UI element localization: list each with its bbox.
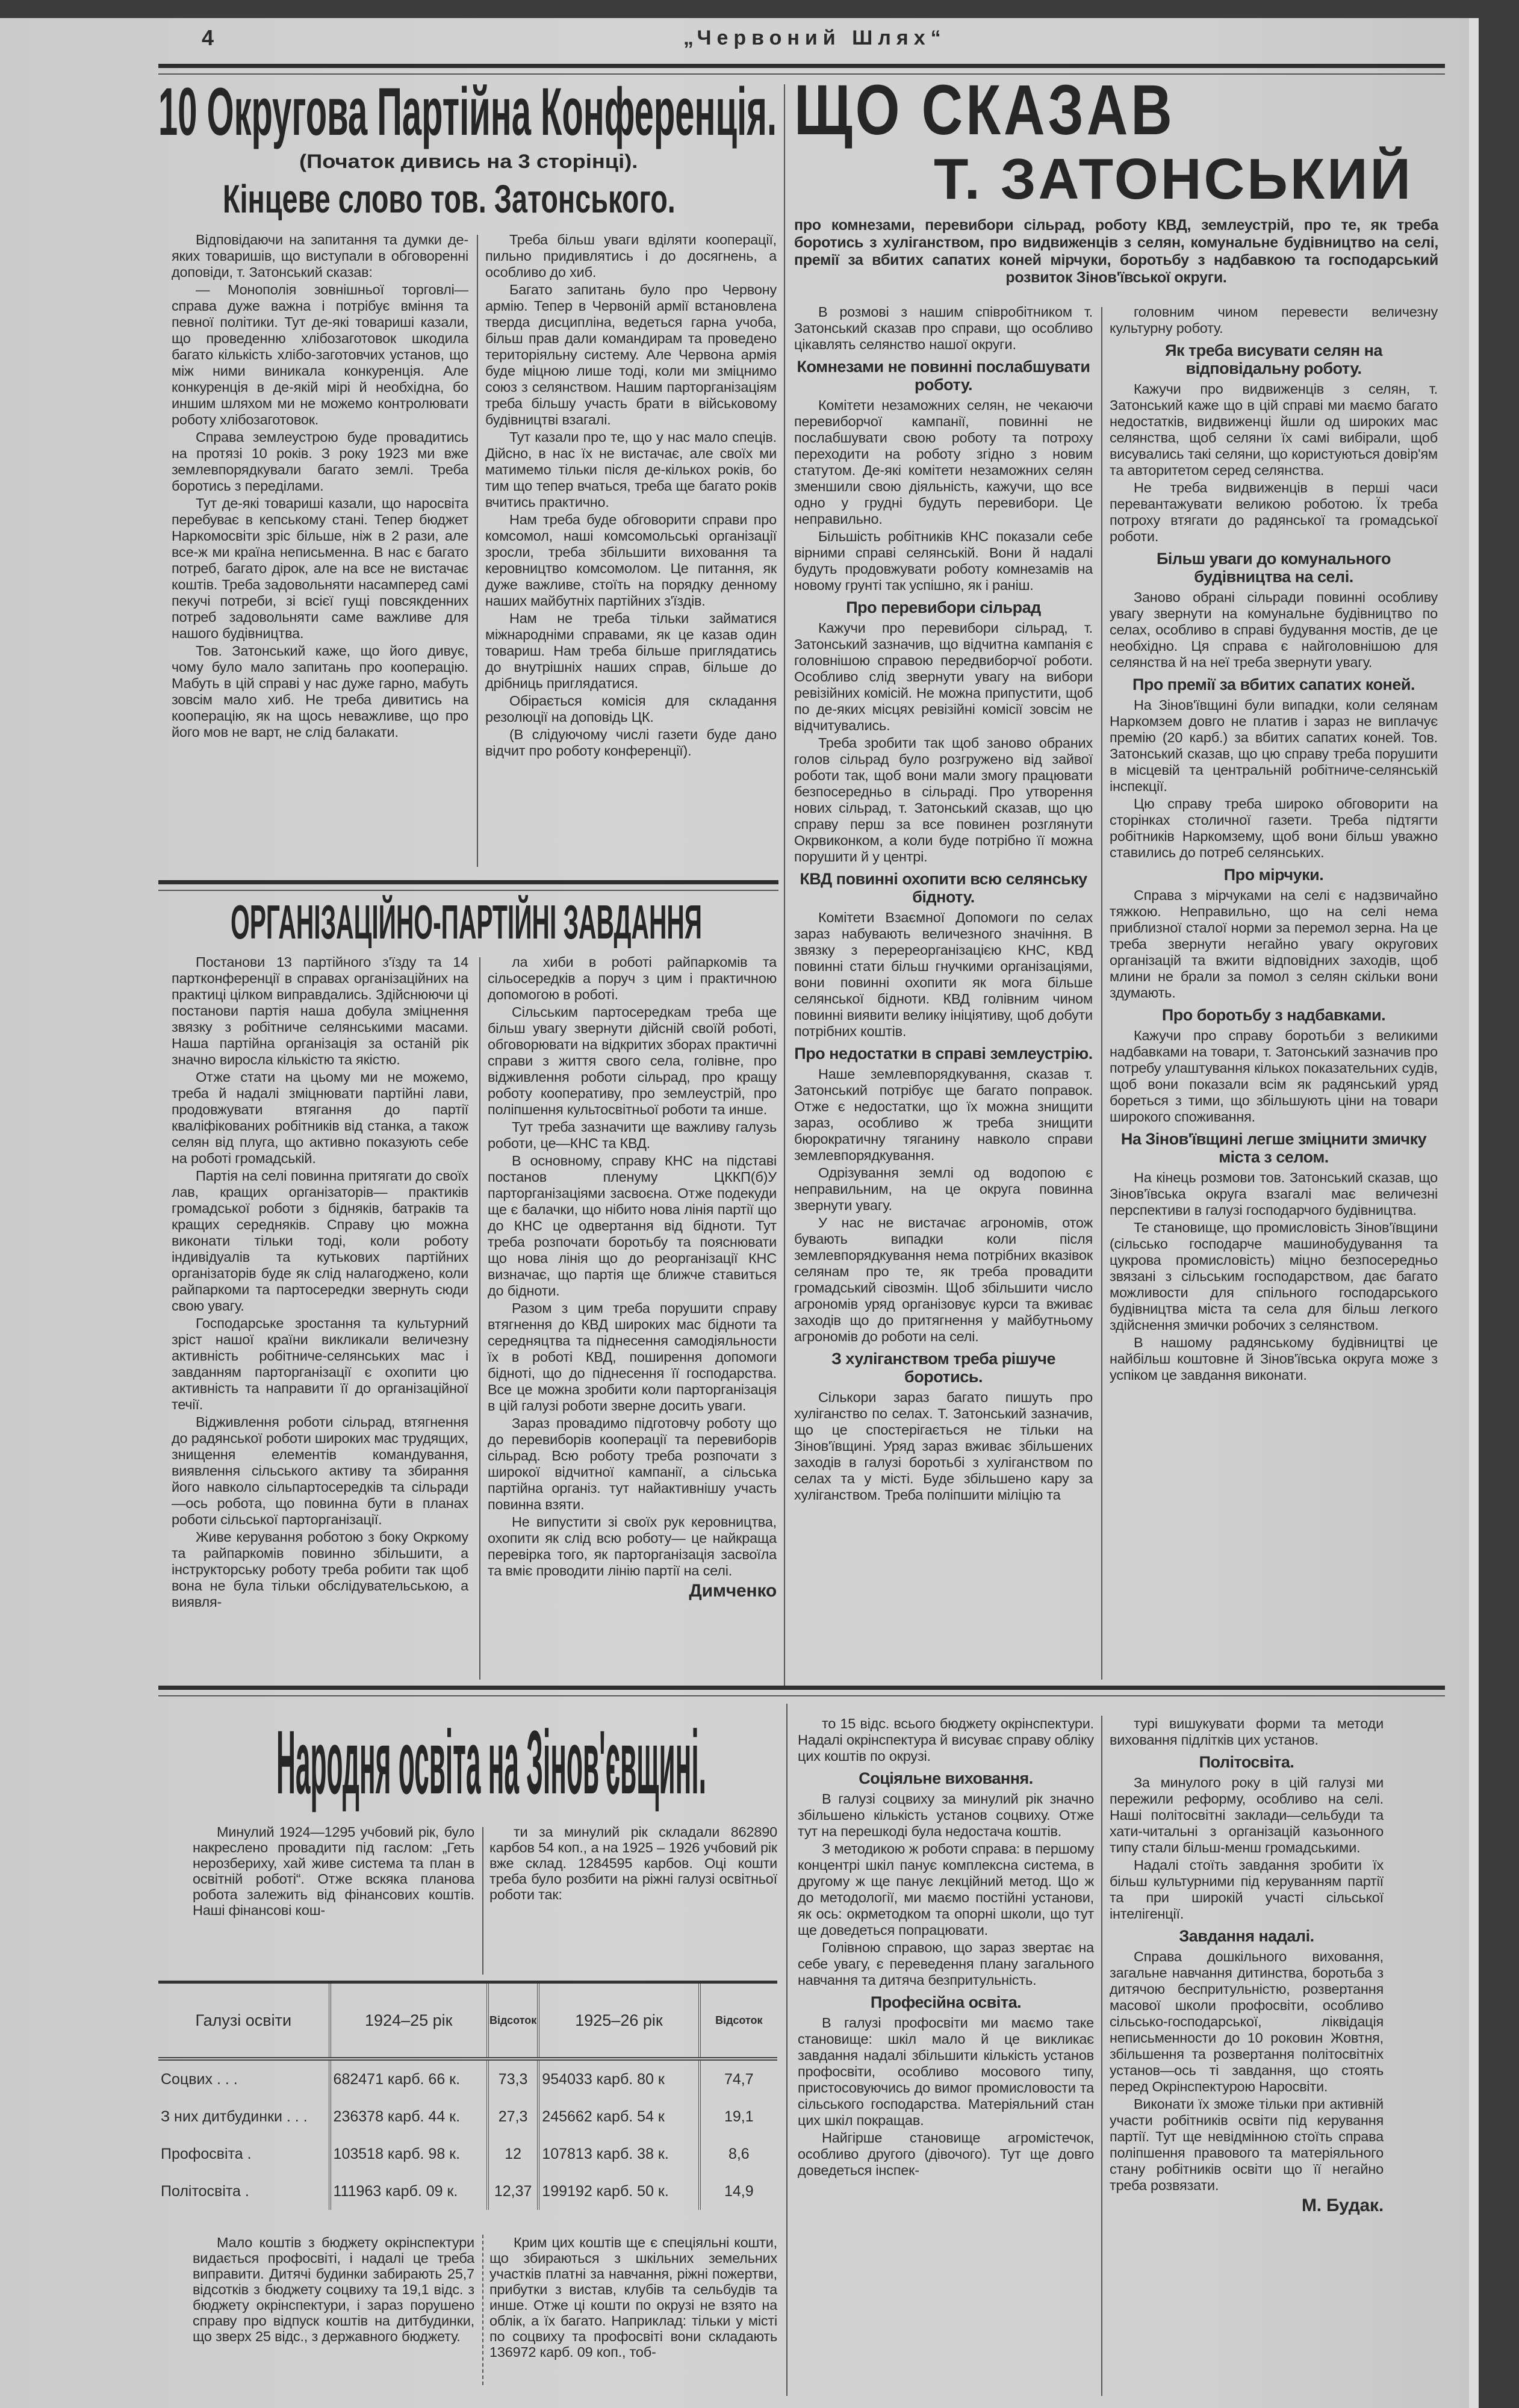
paragraph: Нам не треба тільки займатися міжнародніми справами, як це казав один товариш. Нам треба більше приглядатись до внутрішніх наших справ, більше до дрібниць приглядатися. bbox=[485, 610, 777, 691]
section-subheading: КВД повинні охопити всю селянську бідноту. bbox=[800, 870, 1087, 906]
paragraph: В нашому радянському будівництві це найбільш коштовне й Зінов'ївська округа може з успіком це завдання виконати. bbox=[1110, 1335, 1438, 1383]
table-row bbox=[158, 2059, 777, 2098]
paragraph: Справа землеустрою буде провадитись на протязі 10 років. З року 1923 ми вже землевпорядкували багато землі. Треба боротись з переділами. bbox=[172, 429, 468, 494]
amount-1924-cell: 103518 карб. 98 к. bbox=[330, 2135, 488, 2173]
paragraph: Більшість робітників КНС показали себе вірними справі селянській. Вони й надалі будуть продовжувати роботу комнезамів на новому грунті так успішно, як і раніш. bbox=[794, 529, 1093, 593]
page-edge bbox=[1469, 18, 1479, 2408]
amount-1925-cell: 954033 карб. 80 к bbox=[538, 2059, 699, 2098]
paragraph: Мало коштів з бюджету окрінспектури видається профосвіті, і надалі це треба виправити. Дитячі будинки забирають 25,7 відсотків з бюджету соцвиху та 19,1 відс. з бюджету окрінспектури, і зараз порушено справу про відпуск коштів на дитбудинки, що зверх 25 відс., з державного бюджету. bbox=[193, 2235, 474, 2344]
column-divider bbox=[482, 2235, 483, 2385]
paragraph: ти за минулий рік складали 862890 карбов 54 коп., а на 1925 – 1926 учбовий рік вже склад. 1284595 карбов. Оці кошти треба було розбити на ріжні галузі освітньої роботи так: bbox=[489, 1824, 777, 1902]
section-subheading: Завдання надалі. bbox=[1179, 1927, 1314, 1945]
percent-1924-cell: 12 bbox=[488, 2135, 538, 2173]
paragraph: Одрізування землі од водопою є неправильним, на це округа повинна звернути увагу. bbox=[794, 1165, 1093, 1213]
amount-1925-cell: 107813 карб. 38 к. bbox=[538, 2135, 699, 2173]
paragraph: В галузі соцвиху за минулий рік значно збільшено кількість установ соцвиху. Отже тут на перешкоді була недостача коштів. bbox=[798, 1791, 1094, 1839]
column-divider bbox=[479, 957, 480, 1680]
percent-1925-cell: 19,1 bbox=[700, 2098, 777, 2135]
paragraph: З методикою ж роботи справа: в першому концентрі шкіл панує комплексна система, в другому ж ще панує лекційний метод. Що ж до методології, ми маємо постійні установи, як ось: окрметодком та опорні школи, що тут ще доведеться попрацювати. bbox=[798, 1841, 1094, 1938]
paragraph: — Монополія зовнішньої торговлі— справа дуже важна і потрібує вміння та певної політики. Тут де-які товариші казали, що проведенню хлібозаготовок шкодила багато кількість хлібо-заготовчих установ, що між ними виникала конкуренція. Але конкуренція в де-якій мірі й необхідна, бо иншим шляхом ми не можемо контролювати роботу хлібозаготовок. bbox=[172, 282, 468, 427]
paragraph: У нас не вистачає агрономів, отож бувають випадки коли після землевпорядкування нема потрібних вказівок селянам про те, як треба провадити громадський сівозмін. Щоб збільшити число агрономів уряд організовує курси та вживає заходів що до притягнення у майбутньому агрономів до роботи на селі. bbox=[794, 1215, 1093, 1344]
paragraph: Не треба видвиженців в перші часи перевантажувати великою роботою. Їх треба потроху втягати до радянської та громадської роботи. bbox=[1110, 480, 1438, 544]
section-subheading: На Зінов'ївщині легше зміцнити змичку міста з селом. bbox=[1120, 1130, 1427, 1166]
section-rule bbox=[158, 1686, 1445, 1696]
paragraph: Голівною справою, що зараз звертає на себе увагу, є переведення плану загального навчання та дитяча безпритульність. bbox=[798, 1940, 1094, 1988]
paragraph: Треба зробити так щоб заново обраних голов сільрад було розгружено від зайвої роботи так, щоб вони мали змогу працювати безпосередньо в сільраді. Про утворення нових сільрад, т. Затонський сказав, що цю справу перш за все повинен розглянути Окрвиконком, а коли буде потрібно її можна порушити й у центрі. bbox=[794, 735, 1093, 864]
section-subheading: Про перевибори сільрад bbox=[846, 598, 1041, 616]
paragraph: Отже стати на цьому ми не можемо, треба й надалі зміцнювати партійні лави, продовжувати втягання до партії кваліфікованих робітників від станка, а також селян від плуга, що активно показують себе на роботі громадській. bbox=[172, 1069, 468, 1166]
zatonsky-headline-line1: ЩО СКАЗАВ bbox=[794, 70, 1175, 150]
header-branch: Галузі освіти bbox=[158, 1982, 330, 2059]
amount-1925-cell: 199192 карб. 50 к. bbox=[538, 2173, 699, 2210]
section-subheading: Про мірчуки. bbox=[1223, 866, 1324, 884]
paragraph: Нам треба буде обговорити справи про комсомол, наші комсомольські організації зросли, треба збільшити виховання та керовництво комсомолом. Це питання, як дуже важливе, стоїть на порядку денному наших майбутніх партійних з'їздів. bbox=[485, 512, 777, 609]
paragraph: Комітети Взаємної Допомоги по селах зараз набувають величезного значіння. В звязку з перереорганізацією КНС, КВД повинні стати більш гнучкими організаціями, вони повинні охопити як мога більше селянської бідноти. КВД голівним чином повинні виявити велику ініціятиву, щоб добути потрібних коштів. bbox=[794, 910, 1093, 1039]
article-divider bbox=[784, 84, 785, 1686]
paragraph: Багато запитань було про Червону армію. Тепер в Червоній армії встановлена тверда дисципліна, ведеться гарна учоба, більш прав дали командирам та проведено територіяльну систему. Але Червона армія буде міцною лише тоді, коли ми зміцнимо союз з селянством. Нашим парторганізаціям треба більшу участь брати в військовому будівництві взагалі. bbox=[485, 282, 777, 427]
section-rule bbox=[158, 880, 778, 891]
paragraph: турі вишукувати форми та методи виховання підлітків цих установ. bbox=[1110, 1716, 1384, 1748]
paragraph: Цю справу треба широко обговорити на сторінках столичної газети. Треба підтягти робітників Наркомзему, щоб вони більш уважно ставились до потреб селянських. bbox=[1110, 796, 1438, 860]
table-header-row bbox=[158, 1982, 777, 2059]
header-year-1925: 1925–26 рік bbox=[538, 1982, 699, 2059]
column-divider bbox=[477, 235, 478, 867]
education-intro-column-2 bbox=[489, 1824, 777, 1904]
percent-1925-cell: 14,9 bbox=[700, 2173, 777, 2210]
paragraph: Сількори зараз багато пишуть про хуліганство по селах. Т. Затонський зазначив, що це спостерігається не тільки на Зінов'ївщині. Уряд зараз вживає збільшених заходів в галузі боротьбі з хуліганством по селах та у місті. Буде збільшено кару за хуліганством. Треба поліпшити міліцію та bbox=[794, 1389, 1093, 1503]
paragraph: Не випустити зі своїх рук керовництва, охопити як слід всю роботу— це найкраща перевірка того, як парторганізація засвоїла та вміє проводити лінію партії на селі. bbox=[488, 1514, 777, 1578]
percent-1925-cell: 8,6 bbox=[700, 2135, 777, 2173]
paragraph: За минулого року в цій галузі ми пережили реформу, особливо на селі. Наші політосвітні заклади—сельбуди та хати-читальні з організацій казьонного типу стали більш-менш громадськими. bbox=[1110, 1775, 1384, 1855]
education-headline: Народня освіта на Зінов'євщині. bbox=[276, 1711, 706, 1813]
paragraph: Виконати їх зможе тільки при активній участи робітників освіти під керування партії. Тут ще невідмінною стоїть справа поліпшення правового та матеріяльного стану робітників освіти що її негайно треба розвязати. bbox=[1110, 2096, 1384, 2193]
org-tasks-column-2 bbox=[488, 954, 777, 1600]
paragraph: Комітети незаможних селян, не чекаючи перевиборчої кампанії, повинні не послабшувати свою роботу та потроху переходити на роботу згідно з новим статутом. Де-які комітети незаможних селян зменшили свою діяльність, кажучи, що все одно у грудні будуть перевибори. Це неправильно. bbox=[794, 397, 1093, 527]
paragraph: ла хиби в роботі райпаркомів та сільосередків а поруч з цим і практичною допомогою в роботі. bbox=[488, 954, 777, 1002]
paragraph: Наше землевпорядкування, сказав т. Затонський потрібує ще багато поправок. Отже є недостатки, що їх можна знищити зараз, особливо ж треба знищити бюрократичну тяганину навколо справи землевпорядкування. bbox=[794, 1066, 1093, 1163]
education-after-column-2 bbox=[489, 2235, 777, 2361]
paragraph: головним чином перевести величезну культурну роботу. bbox=[1110, 304, 1438, 336]
column-divider bbox=[482, 1827, 483, 1975]
paragraph: (В слідуючому числі газети буде дано відчит про роботу конференції). bbox=[485, 727, 777, 759]
org-tasks-headline: ОРГАНІЗАЦІЙНО-ПАРТІЙНІ ЗАВДАННЯ bbox=[231, 895, 703, 949]
paragraph: Крим цих коштів ще є спеціяльні кошти, що збираються з шкільних земельних участків платні за навчання, ріжні пожертви, прибутки з вистав, клубів та сельбудів та инше. Отже ці кошти по окрузі не взято на облік, а їх багато. Наприклад: тільки у місті по соцвиху та профосвіті вони складають 136972 карб. 09 коп., тоб- bbox=[489, 2235, 777, 2360]
amount-1924-cell: 682471 карб. 66 к. bbox=[330, 2059, 488, 2098]
education-intro-column-1 bbox=[193, 1824, 474, 1919]
paragraph: Треба більш уваги вділяти кооперації, пильно придивлятись і до досягнень, а особливо до хиб. bbox=[485, 232, 777, 280]
paragraph: В розмові з нашим співробітником т. Затонський сказав про справи, що особливо цікавлять селянство нашої округи. bbox=[794, 304, 1093, 352]
paragraph: Відживлення роботи сільрад, втягнення до радянської роботи широких мас трудящих, знищення елементів командування, виявлення сільського активу та збирання його навколо сільпартосередків та сільради—ось робота, що повинна бути в планах роботи сільської парторганізації. bbox=[172, 1414, 468, 1527]
zatonsky-headline-line2: Т. ЗАТОНСЬКИЙ bbox=[934, 147, 1414, 211]
paragraph: Тут треба зазначити ще важливу галузь роботи, це—КНС та КВД. bbox=[488, 1119, 777, 1151]
paragraph: Разом з цим треба порушити справу втягнення до КВД широких мас бідноти та середняцтва та піднесення самодіяльности їх в роботі КВД, поширення допомоги бідноті, що до піднесення її господарства. Все це можна зробити коли парторганізація в цій галузі роботи зверне досить уваги. bbox=[488, 1300, 777, 1413]
branch-cell: Профосвіта . bbox=[161, 2145, 252, 2162]
paragraph: Тут казали про те, що у нас мало спеців. Дійсно, в нас їх не вистачає, але своїх ми матимемо тільки після де-кількох років, бо тим що тепер вчаться, треба ще багато років вчитись практично. bbox=[485, 429, 777, 510]
paragraph: Постанови 13 партійного з'їзду та 14 партконференції в справах організаційних на практиці цілком виправдались. Здійснюючи ці постанови партія наша добула зміцнення звязку з робітниче селянськими масами. Наша партійна організація за останій рік значно виросла кількістю та якістю. bbox=[172, 954, 468, 1067]
paragraph: Господарське зростання та культурний зріст нашої країни викликали величезну активність робітниче-селянських мас і завданням парторганізації є охопити цю активність та направити її до організаційної течії. bbox=[172, 1315, 468, 1412]
education-budget-table bbox=[158, 1981, 777, 2210]
conference-subtitle: (Початок дивись на 3 сторінці). bbox=[299, 150, 638, 172]
paragraph: На Зінов'ївщині були випадки, коли селянам Наркомзем довго не платив і зараз не виплачує премію (20 карб.) за вбитих сапатих коней. Тов. Затонський сказав, що цю справу треба порушити в місцевій та центральній робітниче-селянській інспекції. bbox=[1110, 697, 1438, 794]
page-number: 4 bbox=[202, 25, 214, 50]
section-subheading: Про премії за вбитих сапатих коней. bbox=[1132, 675, 1415, 694]
paragraph: В галузі профосвіти ми маємо таке становище: шкіл мало й це викликає завдання надалі збільшити кількість установ профосвіти, особливо мосового типу, пристосовуючись до вимог промисловости та сільського господарства. Матеріяльний стан цих шкіл покращав. bbox=[798, 2015, 1094, 2128]
org-tasks-column-1 bbox=[172, 954, 468, 1612]
section-subheading: Професійна освіта. bbox=[870, 1993, 1022, 2011]
column-divider bbox=[1101, 307, 1102, 1680]
section-subheading: Про недостатки в справі землеустрію. bbox=[794, 1044, 1093, 1063]
paragraph: Кажучи про перевибори сільрад, т. Затонський зазначив, що відчитна кампанія є головнішою справою передвиборчої роботи. Особливо слід звернути увагу на вибори ревізійних комісій. Не можна припустити, щоб по де-яких місцях ревізійні комісії зовсім не відчитувались. bbox=[794, 620, 1093, 733]
amount-1925-cell: 245662 карб. 54 к bbox=[538, 2098, 699, 2135]
education-after-column-1 bbox=[193, 2235, 474, 2345]
paragraph: Відповідаючи на запитання та думки де-яких товаришів, що виступали в обговоренні доповіди, т. Затонський сказав: bbox=[172, 232, 468, 280]
paragraph: На кінець розмови тов. Затонський сказав, що Зінов'ївська округа взагалі має величезні перспективи в галузі господарчого будівництва. bbox=[1110, 1170, 1438, 1218]
percent-1924-cell: 27,3 bbox=[488, 2098, 538, 2135]
article-divider bbox=[786, 1704, 787, 2396]
paragraph: В основному, справу КНС на підставі постанов пленуму ЦККП(б)У парторганізаціями засвоєна. Отже подекуди ще є балачки, що нібито нова лінія партії що до КНС це одвертання від бідноти. Тут треба розпочати боротьбу та пояснювати що нова лінія що до реорганізації КНС визначає, що партія ще ближче ставиться до бідноти. bbox=[488, 1153, 777, 1299]
paragraph: то 15 відс. всього бюджету окрінспектури. Надалі окрінспектура й висуває справу обліку цих коштів по окрузі. bbox=[798, 1716, 1094, 1764]
header-percent-2: Відсоток bbox=[700, 1982, 777, 2059]
table-row bbox=[158, 2173, 777, 2210]
percent-1924-cell: 73,3 bbox=[488, 2059, 538, 2098]
education-column-3 bbox=[798, 1716, 1094, 2180]
author-signature: М. Будак. bbox=[1301, 2195, 1384, 2215]
section-subheading: Політосвіта. bbox=[1199, 1753, 1294, 1771]
zatonsky-column-1 bbox=[794, 304, 1093, 1504]
amount-1924-cell: 236378 карб. 44 к. bbox=[330, 2098, 488, 2135]
header-percent-1: Відсоток bbox=[488, 1982, 538, 2059]
paragraph: Справа з мірчуками на селі є надзвичайно тяжкою. Неправильно, що на селі нема приблизної сталої норми за перемол зерна. На це треба звернути негайно увагу округових організацій та вжити відповідних заходів, щоб млини не брали за помол з селян скільки вони здумають. bbox=[1110, 887, 1438, 1001]
zatonsky-lead: про комнезами, перевибори сільрад, роботу КВД, землеустрій, про те, як треба боротись з хуліганством, про видвиженців з селян, комунальне будівництво на селі, премії за вбитих сапатих коней мірчуки, боротьбу з надбавкою та господарський розвиток Зінов'ївської округи. bbox=[794, 217, 1438, 286]
paragraph: Кажучи про справу боротьби з великими надбавками на товари, т. Затонський зазначив про потребу улаштування кількох показательних судів, щоб вони показали всім як радянський уряд бореться з тими, що збільшують ціни на товари широкого споживання. bbox=[1110, 1028, 1438, 1125]
amount-1924-cell: 111963 карб. 09 к. bbox=[330, 2173, 488, 2210]
paragraph: Тов. Затонський каже, що його дивує, чому було мало запитань про кооперацію. Мабуть в цій справі у нас дуже гарно, мабуть зовсім мало хиб. Не треба дивитись на кооперацію, як на щось неважливе, що про його мов не варт, не слід балакати. bbox=[172, 643, 468, 740]
header-year-1924: 1924–25 рік bbox=[330, 1982, 488, 2059]
paragraph: Обірається комісія для складання резолюції на доповідь ЦК. bbox=[485, 693, 777, 725]
zatonsky-column-2 bbox=[1110, 304, 1438, 1385]
paragraph: Заново обрані сільради повинні особливу увагу звернути на комунальне будівництво по селах, особливо в справі будування мостів, де це необхідно. Ця справа є найголовнішою для селянства й на неї треба звернути увагу. bbox=[1110, 589, 1438, 670]
branch-cell: Соцвих . . . bbox=[161, 2070, 238, 2088]
conference-headline: 10 Округова Партійна Конференція. bbox=[158, 74, 777, 149]
column-divider bbox=[1101, 1716, 1102, 2396]
paragraph: Живе керування роботою з боку Окркому та райпаркомів повинно збільшити, а інструкторську роботу треба робити так щоб вона не була тільки обслідувательською, а виявля- bbox=[172, 1529, 468, 1610]
paragraph: Надалі стоїть завдання зробити їх більш культурними під керуванням партії та при широкій участі сільської інтелігенції. bbox=[1110, 1857, 1384, 1922]
paragraph: Минулий 1924—1295 учбовий рік, було накреслено провадити під гаслом: „Геть нерозбериху, хай живе система та план в освітній роботі“. Отже вскяка планова робота залежить від фінансових коштів. Наші фінансові кош- bbox=[193, 1824, 474, 1918]
newspaper-title: „Червоний Шлях“ bbox=[683, 26, 946, 49]
paragraph: Тут де-які товариші казали, що наросвіта перебуває в кепському стані. Тепер бюджет Наркомосвіти зріс більше, ніж в 2 рази, але все-ж ми країна неписьменна. В нас є багато потреб, багато дірок, але на все не вистачає коштів. Треба задовольняти насамперед самі пекучі потреби, зі всієї гущі повсякденних потреб задовольняти саме важливе для нашого будівництва. bbox=[172, 495, 468, 641]
section-subheading: Як треба висувати селян на відповідальну роботу. bbox=[1165, 341, 1382, 377]
section-subheading: Більш уваги до комунального будівництва на селі. bbox=[1156, 550, 1391, 586]
section-subheading: Про боротьбу з надбавками. bbox=[1161, 1006, 1386, 1024]
conference-column-2 bbox=[485, 232, 777, 760]
conference-subheadline: Кінцеве слово тов. Затонського. bbox=[223, 176, 676, 221]
branch-cell: З них дитбудинки . . . bbox=[161, 2108, 308, 2125]
conference-column-1 bbox=[172, 232, 468, 742]
paragraph: Найгірше становище агромістечок, особливо другого (дівочого). Тут ще довго доведеться інспек- bbox=[798, 2130, 1094, 2178]
section-subheading: З хуліганством треба рішуче боротись. bbox=[831, 1350, 1055, 1386]
education-column-4 bbox=[1110, 1716, 1384, 2215]
table-row bbox=[158, 2135, 777, 2173]
section-subheading: Комнезами не повинні послабшувати роботу. bbox=[797, 358, 1090, 394]
paragraph: Сільським партосередкам треба ще більш увагу звернути дійсній своїй роботі, обговорювати на відкритих зборах практичні справи з життя свого села, голівне, про відживлення роботи сільрад, про кращу роботу кооперативу, про землеустрій, про поліпшення культосвітньої роботи та инше. bbox=[488, 1004, 777, 1117]
percent-1925-cell: 74,7 bbox=[700, 2059, 777, 2098]
paragraph: Кажучи про видвиженців з селян, т. Затонський каже що в цій справі ми маємо багато недостатків, видвиженці йшли од широких мас селянства, щоб селяни їх самі вибірали, щоб висувались такі селяни, що користуються довір'ям та авторитетом серед селянства. bbox=[1110, 381, 1438, 478]
paragraph: Зараз провадимо підготовчу роботу що до перевиборів кооперації та перевиборів сільрад. Всю роботу треба розпочати з широкої відчитної кампанії, а сільська партійна організ. тут найактивнішу участь повинна взяти. bbox=[488, 1415, 777, 1512]
paragraph: Те становище, що промисловість Зінов'ївщини (сільсько господарче машинобудування та цукрова промисловість) міцно безпосередньо звязані з сільським господарством, дає багато можливости для спільного господарського будівництва міста та села для більш легкого здійснення змички робочих з селянством. bbox=[1110, 1220, 1438, 1333]
paragraph: Партія на селі повинна притягати до своїх лав, кращих організаторів— практиків громадської роботи з бідняків, батраків та кращих середняків. Справу цю можна виконати тільки тоді, коли роботу індивідуалів та кутькових партійних організаторів буде як слід налагоджено, коли райпаркоми та партосередки звернуть сюди свою увагу. bbox=[172, 1168, 468, 1314]
branch-cell: Політосвіта . bbox=[161, 2182, 249, 2200]
author-signature: Димченко bbox=[689, 1581, 777, 1601]
percent-1924-cell: 12,37 bbox=[488, 2173, 538, 2210]
paragraph: Справа дошкільного виховання, загальне навчання дитинства, боротьба з дитячою беспритульністю, розвертання масової школи профосвіти, особливо сільсько-господарської, ліквідація неписьменности до 10 роковин Жовтня, збільшення та розвертання політосвітніх установ—ось ті завдання, що стоять перед Окрінспектурою Наросвіти. bbox=[1110, 1949, 1384, 2094]
table-row bbox=[158, 2098, 777, 2135]
section-subheading: Соціяльне виховання. bbox=[859, 1769, 1033, 1787]
